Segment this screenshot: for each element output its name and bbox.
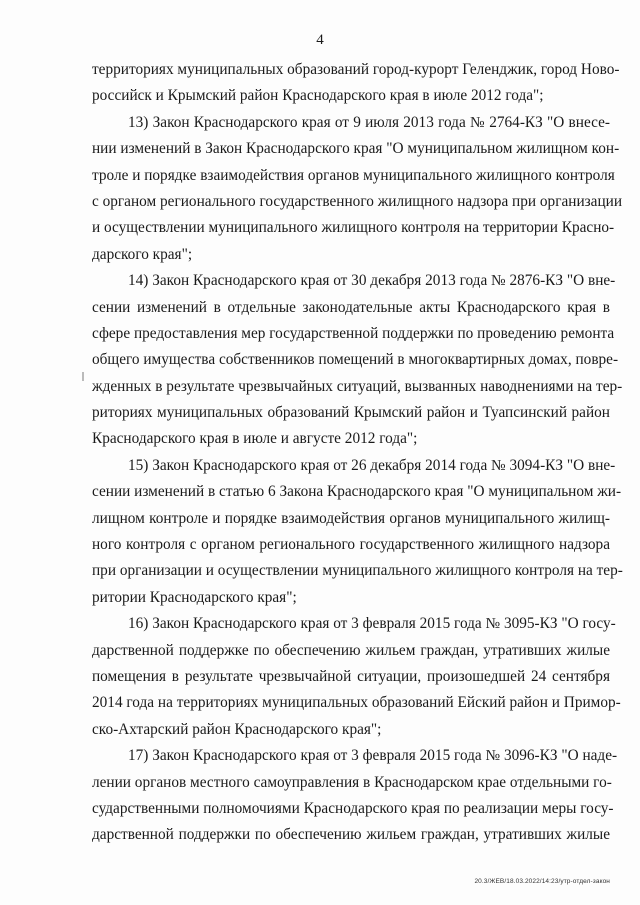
text-line: с органом регионального государственного жилищного надзора при организации [92, 192, 623, 210]
document-body [92, 57, 623, 849]
text-line: ско-Ахтарский район Краснодарского края"; [92, 720, 382, 738]
text-line: жденных в результате чрезвычайных ситуаций, вызванных наводнениями на тер- [92, 377, 623, 395]
text-line: Краснодарского края в июле и августе 2012 года"; [92, 430, 418, 448]
text-line: сении изменений в статью 6 Закона Краснодарского края "О муниципальном жи- [92, 483, 622, 501]
text-line: дарственной поддержке по обеспечению жильем граждан, утративших жилые [92, 641, 610, 659]
page-number: 4 [316, 32, 324, 48]
text-line: риториях муниципальных образований Крымский район и Туапсинский район [92, 404, 610, 422]
text-line: 13) Закон Краснодарского края от 9 июля 2013 года № 2764-КЗ "О внесе- [128, 113, 610, 131]
text-line: 2014 года на территориях муниципальных образований Ейский район и Примор- [92, 694, 621, 712]
text-line: сударственными полномочиями Краснодарского края по реализации меры госу- [92, 799, 614, 817]
text-line: общего имущества собственников помещений в многоквартирных домах, повре- [92, 351, 619, 369]
text-line: троле и порядке взаимодействия органов муниципального жилищного контроля [92, 166, 615, 184]
footer-stamp: 20.3/ЖЕВ/18.03.2022/14:23/утр-отдел-закон [474, 878, 610, 885]
margin-mark [82, 372, 84, 381]
text-line: территориях муниципальных образований город-курорт Геленджик, город Ново- [92, 61, 620, 78]
text-line: дарственной поддержки по обеспечению жильем граждан, утративших жилые [92, 826, 610, 844]
text-line: 16) Закон Краснодарского края от 3 февраля 2015 года № 3095-КЗ "О госу- [128, 615, 616, 633]
text-line: лищном контроле и порядке взаимодействия органов муниципального жилищ- [92, 509, 610, 527]
text-line: и осуществлении муниципального жилищного контроля на территории Красно- [92, 219, 615, 237]
text-line: лении органов местного самоуправления в Краснодарском крае отдельными го- [92, 773, 612, 791]
text-line: при организации и осуществлении муниципального жилищного контроля на тер- [92, 562, 623, 580]
text-line: помещения в результате чрезвычайной ситуации, произошедшей 24 сентября [92, 667, 610, 685]
text-line: 15) Закон Краснодарского края от 26 декабря 2014 года № 3094-КЗ "О вне- [128, 456, 616, 474]
text-line: сении изменений в отдельные законодательные акты Краснодарского края в [92, 298, 610, 316]
text-line: 17) Закон Краснодарского края от 3 февраля 2015 года № 3096-КЗ "О наде- [128, 747, 618, 765]
text-line: дарского края"; [92, 245, 193, 263]
text-line: ного контроля с органом регионального государственного жилищного надзора [92, 536, 610, 554]
text-line: сфере предоставления мер государственной поддержки по проведению ремонта [92, 324, 615, 342]
text-line: 14) Закон Краснодарского края от 30 декабря 2013 года № 2876-КЗ "О вне- [128, 272, 616, 290]
text-line: ритории Краснодарского края"; [92, 588, 297, 606]
text-line: российск и Крымский район Краснодарского края в июле 2012 года"; [92, 87, 544, 105]
text-line: нии изменений в Закон Краснодарского края "О муниципальном жилищном кон- [92, 140, 620, 158]
